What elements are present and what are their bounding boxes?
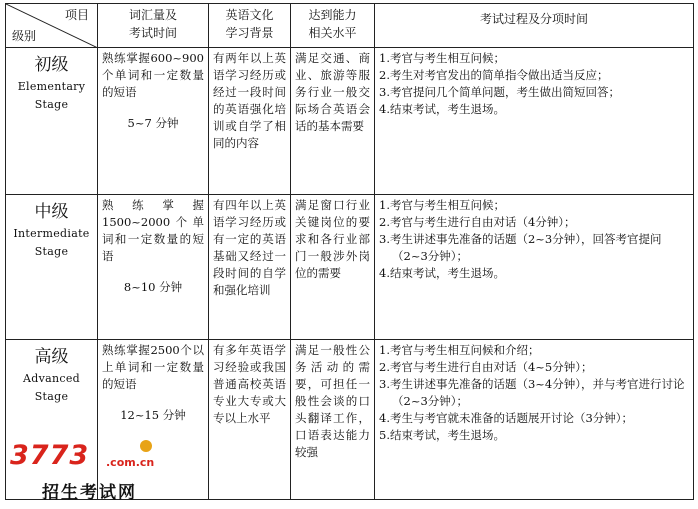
row-intermediate	[6, 195, 694, 340]
level-name-en: Elementary	[17, 80, 86, 93]
level-name-en: Intermediate	[13, 227, 90, 240]
corner-top-label: 项目	[64, 8, 89, 22]
step-list	[379, 342, 689, 444]
vocab-cell	[98, 48, 209, 195]
level-name-en: Advanced	[23, 372, 80, 385]
header-ability: 达到能力 相关水平	[291, 4, 375, 48]
list-item: 2.考生对考官发出的简单指令做出适当反应；	[379, 68, 609, 82]
process-cell	[375, 340, 694, 500]
list-item: 3.考生讲述事先准备的话题（3~4分钟），并与考官进行讨论（2~3分钟）；	[379, 377, 685, 408]
list-item: 2.考官与考生进行自由对话（4分钟）；	[379, 215, 576, 229]
level-name-cn: 中级	[34, 202, 69, 222]
list-item: 1.考官与考生相互问候和介绍；	[379, 343, 540, 357]
watermark-brand: 3773	[10, 440, 90, 471]
step-list	[379, 197, 689, 282]
list-item: 3.考官提问几个简单问题，考生做出简短回答；	[379, 85, 620, 99]
vocab-text: 熟练掌握1500~2000个单词和一定数量的短语	[102, 198, 204, 263]
level-cell: 初级 Elementary Stage	[6, 48, 98, 195]
background-cell: 有两年以上英语学习经历或经过一段时间的英语强化培训或自学了相同的内容	[209, 48, 291, 195]
vocab-text: 熟练掌握600~900个单词和一定数量的短语	[102, 51, 204, 99]
ability-cell: 满足窗口行业关键岗位的要求和各行业部门一般涉外岗位的需要	[291, 195, 375, 340]
header-process: 考试过程及分项时间	[375, 4, 694, 48]
header-background: 英语文化 学习背景	[209, 4, 291, 48]
level-name-cn: 高级	[34, 347, 69, 367]
corner-cell	[6, 4, 98, 48]
level-name-cn: 初级	[34, 55, 69, 75]
exam-time: 8~10 分钟	[123, 280, 183, 294]
background-cell: 有四年以上英语学习经历或有一定的英语基础又经过一段时间的自学和强化培训	[209, 195, 291, 340]
watermark-logo	[2, 440, 172, 506]
header-row	[6, 4, 694, 48]
list-item: 2.考官与考生进行自由对话（4~5分钟）；	[379, 360, 593, 374]
header-vocab: 词汇量及 考试时间	[98, 4, 209, 48]
watermark-domain: .com.cn	[106, 456, 155, 469]
level-cell: 高级 Advanced Stage	[6, 340, 98, 500]
process-cell	[375, 48, 694, 195]
process-cell	[375, 195, 694, 340]
level-cell: 中级 Intermediate Stage	[6, 195, 98, 340]
list-item: 1.考官与考生相互问候；	[379, 198, 505, 212]
ability-cell: 满足交通、商业、旅游等服务行业一般交际场合英语会话的基本需要	[291, 48, 375, 195]
step-list	[379, 50, 689, 118]
exam-table	[5, 3, 694, 500]
ability-cell: 满足一般性公务活动的需要，可担任一般性会谈的口头翻译工作，口语表达能力较强	[291, 340, 375, 500]
vocab-text: 熟练掌握2500个以上单词和一定数量的短语	[102, 343, 204, 391]
exam-time: 12~15 分钟	[120, 408, 186, 422]
watermark-tagline: 招生考试网	[42, 483, 137, 503]
background-cell: 有多年英语学习经验或我国普通高校英语专业大专或大专以上水平	[209, 340, 291, 500]
corner-bottom-label: 级别	[12, 29, 37, 43]
logo-dot-icon	[140, 440, 152, 452]
list-item: 5.结束考试，考生退场。	[379, 428, 505, 442]
list-item: 3.考生讲述事先准备的话题（2~3分钟），回答考官提问（2~3分钟）；	[379, 232, 662, 263]
list-item: 4.考生与考官就未准备的话题展开讨论（3分钟）；	[379, 411, 634, 425]
vocab-cell	[98, 195, 209, 340]
list-item: 1.考官与考生相互问候；	[379, 51, 505, 65]
row-elementary	[6, 48, 694, 195]
list-item: 4.结束考试，考生退场。	[379, 266, 505, 280]
exam-time: 5~7 分钟	[127, 116, 179, 130]
list-item: 4.结束考试，考生退场。	[379, 102, 505, 116]
